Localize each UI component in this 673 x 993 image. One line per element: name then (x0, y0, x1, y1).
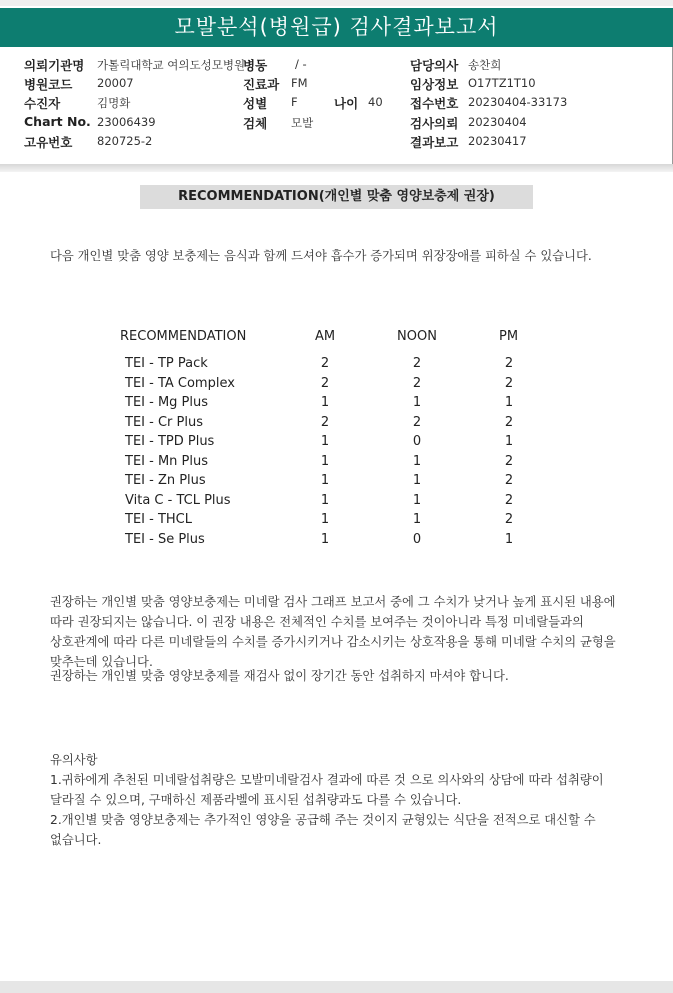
table-row-noon: 1 (412, 453, 422, 469)
table-row-pm: 2 (504, 512, 514, 527)
patient-name-value: 김명화 (97, 96, 131, 110)
table-row-noon: 1 (412, 492, 422, 508)
note-item-2: 2.개인별 맞춤 영양보충제는 추가적인 영양을 공급해 주는 것이지 균형있는 식단을 전적으로 대신할 수 없습니다. (50, 813, 596, 847)
header-shadow (0, 164, 673, 172)
table-row-name: TEI - Cr Plus (125, 414, 203, 430)
table-row-noon: 1 (412, 395, 422, 410)
table-row-am: 2 (320, 356, 330, 371)
table-row-am: 1 (320, 473, 330, 488)
table-row-name: TEI - THCL (125, 512, 192, 527)
clinical-info-value: O17TZ1T10 (468, 76, 536, 90)
table-row-noon: 2 (412, 356, 422, 371)
table-row-pm: 2 (504, 453, 514, 469)
result-report-value: 20230417 (468, 134, 527, 148)
table-row-pm: 2 (504, 414, 514, 430)
table-row-am: 2 (320, 375, 330, 391)
patient-name-label: 수진자 (24, 96, 61, 111)
table-header-am: AM (315, 329, 336, 344)
table-row-name: TEI - Se Plus (125, 531, 205, 547)
table-row-name: TEI - TA Complex (125, 375, 235, 391)
table-row-noon: 0 (412, 531, 422, 547)
hospital-code-value: 20007 (97, 76, 134, 90)
result-report-label: 결과보고 (410, 135, 459, 150)
chart-no-label: Chart No. (24, 114, 91, 129)
table-row-pm: 2 (504, 375, 514, 391)
ward-value: / - (295, 57, 307, 71)
table-row-noon: 0 (412, 434, 422, 449)
note-item-1: 1.귀하에게 추천된 미네랄섭취량은 모발미네랄검사 결과에 따른 것 으로 의사와의 상담에 따라 섭취량이 달라질 수 있으며, 구매하신 제품라벨에 표시된 섭취량과도 다를 수 있습니다. (50, 773, 604, 807)
table-row-name: TEI - TPD Plus (125, 434, 215, 449)
receipt-no-label: 접수번호 (410, 96, 459, 111)
doctor-value: 송찬희 (468, 58, 502, 72)
report-title: 모발분석(병원급) 검사결과보고서 (0, 8, 673, 47)
chart-no-value: 23006439 (97, 115, 156, 129)
notes-title: 유의사항 (50, 753, 98, 767)
table-row-name: TEI - Zn Plus (125, 473, 206, 488)
table-row-noon: 2 (412, 414, 422, 430)
sex-label: 성별 (243, 96, 268, 111)
table-header-name: RECOMMENDATION (120, 329, 247, 344)
age-value: 40 (368, 95, 383, 109)
unique-no-label: 고유번호 (24, 135, 73, 150)
table-row-name: Vita C - TCL Plus (125, 492, 231, 508)
institution-label: 의뢰기관명 (24, 58, 85, 73)
table-row-am: 1 (320, 492, 330, 508)
table-header-noon: NOON (397, 329, 437, 344)
unique-no-value: 820725-2 (97, 134, 153, 148)
table-row-am: 1 (320, 512, 330, 527)
top-strip (0, 0, 673, 6)
department-value: FM (291, 76, 308, 90)
explanation-paragraph-2: 권장하는 개인별 맞춤 영양보충제를 재검사 없이 장기간 동안 섭취하지 마셔야 합니다. (50, 669, 509, 683)
table-row-am: 2 (320, 414, 330, 430)
table-row-name: TEI - Mn Plus (125, 453, 208, 469)
section-title: RECOMMENDATION(개인별 맞춤 영양보충제 권장) (140, 185, 533, 209)
specimen-value: 모발 (291, 116, 314, 130)
department-label: 진료과 (243, 77, 280, 92)
bottom-strip (0, 981, 673, 993)
receipt-no-value: 20230404-33173 (468, 95, 568, 109)
table-row-pm: 2 (504, 356, 514, 371)
table-row-pm: 1 (504, 531, 514, 547)
institution-value: 가톨릭대학교 여의도성모병원 (97, 58, 246, 72)
table-row-am: 1 (320, 395, 330, 410)
age-label: 나이 (334, 96, 359, 111)
intro-text: 다음 개인별 맞춤 영양 보충제는 음식과 함께 드셔야 흡수가 증가되며 위장장애를 피하실 수 있습니다. (50, 249, 592, 263)
table-header-pm: PM (499, 329, 519, 344)
explanation-paragraph-1: 권장하는 개인별 맞춤 영양보충제는 미네랄 검사 그래프 보고서 중에 그 수치가 낮거나 높게 표시된 내용에 따라 권장되지는 않습니다. 이 권장 내용은 전체적인 수치를 보여주는 것이아니라 특정 미네랄들과의 상호관계에 따라 다른 미네랄들의 수치를 증가시키거나 감소시키는 상호작용을 통해 미네랄 수치의 균형을 맞추는데 있습니다. (50, 595, 616, 669)
table-row-noon: 1 (412, 512, 422, 527)
table-row-am: 1 (320, 531, 330, 547)
table-row-pm: 1 (504, 395, 514, 410)
table-row-am: 1 (320, 453, 330, 469)
test-request-value: 20230404 (468, 115, 527, 129)
sex-value: F (291, 95, 298, 109)
table-row-pm: 2 (504, 492, 514, 508)
specimen-label: 검체 (243, 116, 268, 131)
clinical-info-label: 임상정보 (410, 77, 459, 92)
doctor-label: 담당의사 (410, 58, 459, 73)
table-row-pm: 2 (504, 473, 514, 488)
table-row-name: TEI - Mg Plus (125, 395, 209, 410)
test-request-label: 검사의뢰 (410, 116, 459, 131)
ward-label: 병동 (243, 58, 268, 73)
table-row-pm: 1 (504, 434, 514, 449)
table-row-am: 1 (320, 434, 330, 449)
patient-info-header (0, 47, 673, 164)
table-row-noon: 1 (412, 473, 422, 488)
table-row-noon: 2 (412, 375, 422, 391)
table-row-name: TEI - TP Pack (125, 356, 208, 371)
hospital-code-label: 병원코드 (24, 77, 73, 92)
